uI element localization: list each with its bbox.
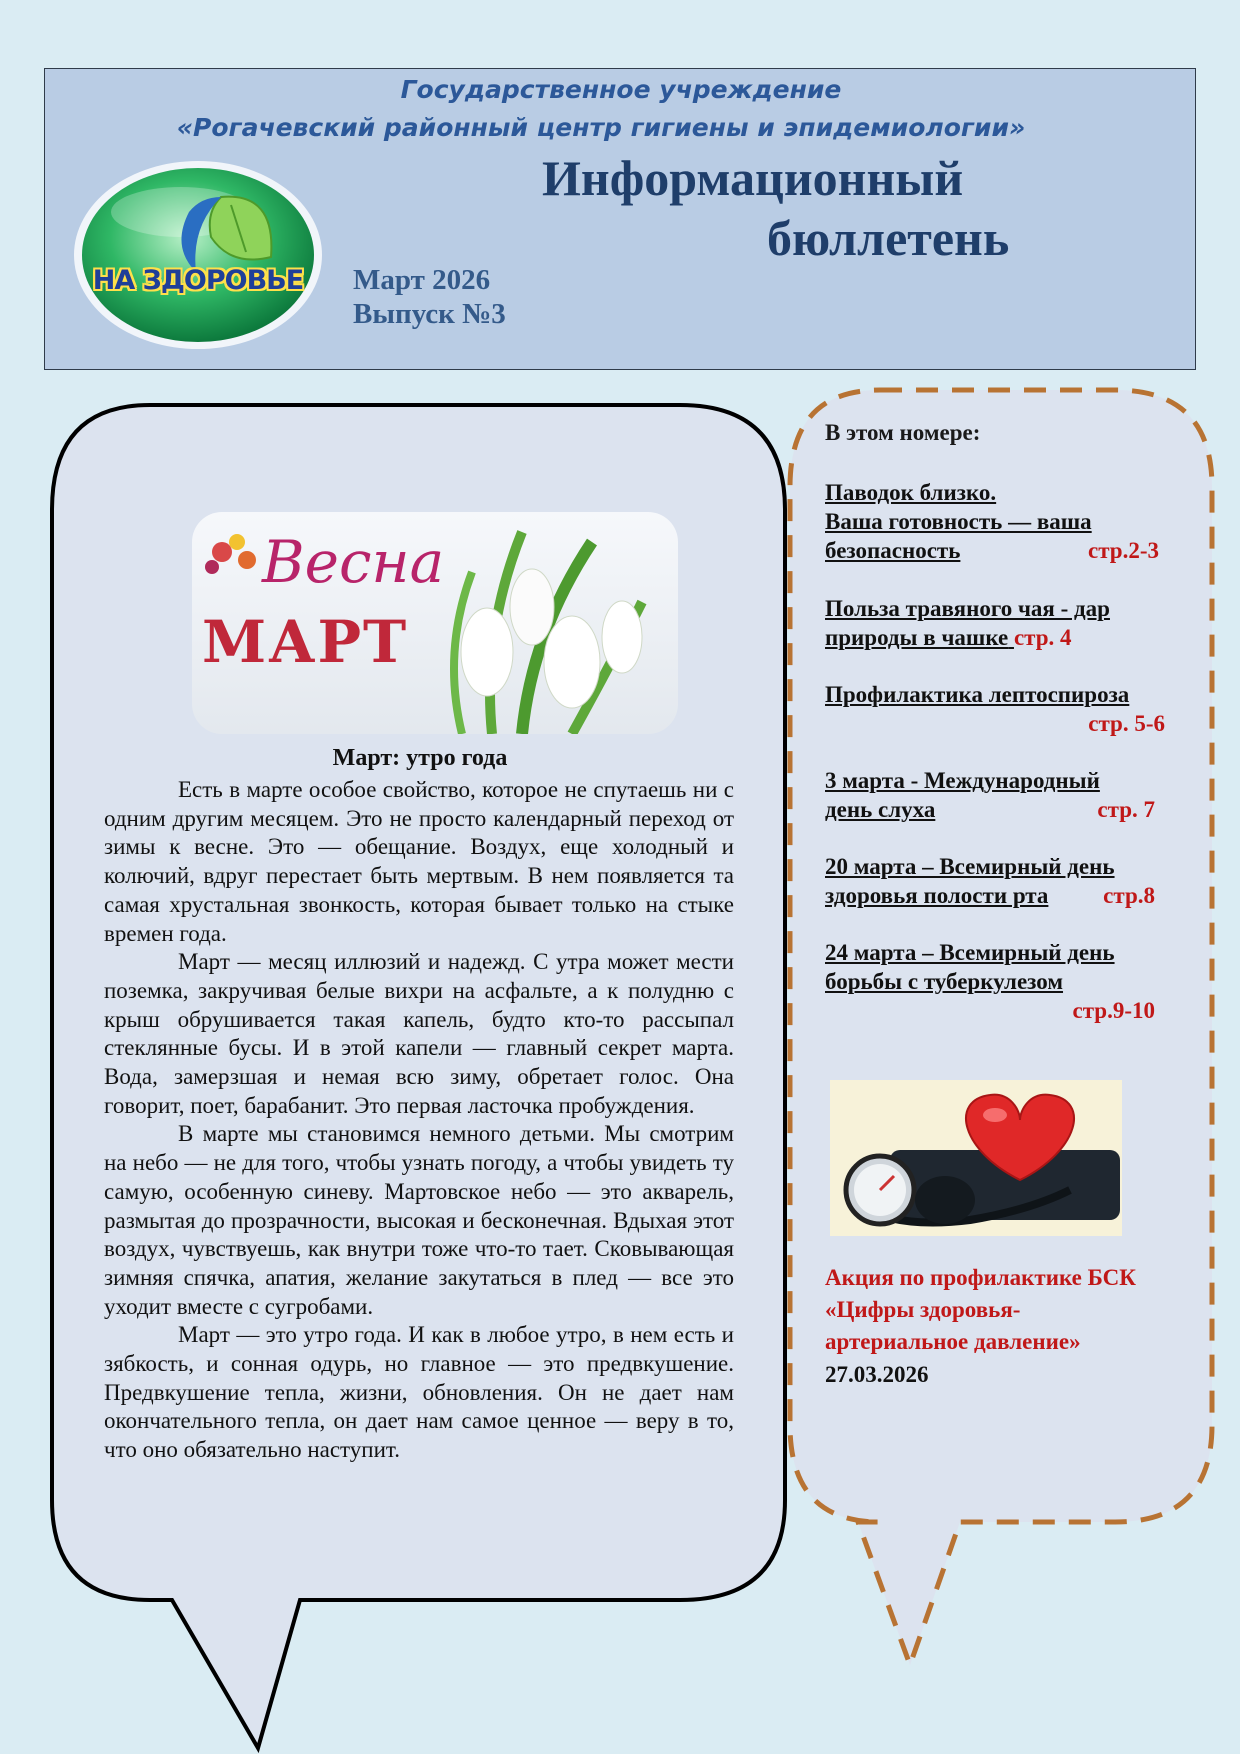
bsk-campaign [825, 1262, 1185, 1358]
toc-item-line: Польза травяного чая - дар [825, 596, 1110, 621]
promo-line: Акция по профилактике БСК [825, 1265, 1136, 1290]
promo-line: «Цифры здоровья- [825, 1297, 1021, 1322]
toc-page-ref: стр.9-10 [1072, 998, 1155, 1023]
bulletin-title-line2: бюллетень [767, 210, 1010, 266]
globe-logo-icon [71, 157, 325, 353]
toc-item-line: Профилактика лептоспироза [825, 682, 1130, 707]
toc-item-oral-health-day[interactable] [825, 852, 1165, 910]
toc-item-tuberculosis-day[interactable] [825, 938, 1165, 1025]
logo-text: НА ЗДОРОВЬЕ [92, 265, 304, 296]
issue-number: Выпуск №3 [353, 298, 506, 330]
toc-item-line: природы в чашке [825, 625, 1009, 650]
toc-item-line: Паводок близко. [825, 480, 997, 505]
toc-item-line: 3 марта - Международный [825, 768, 1100, 793]
toc-page-ref: стр.2-3 [1088, 538, 1159, 563]
bulletin-header [44, 68, 1196, 370]
heart-tonometer-image [830, 1080, 1122, 1236]
toc-page-ref: стр. 7 [1097, 797, 1155, 822]
article-paragraph: В марте мы становимся немного детьми. Мы смотрим на небо — не для того, чтобы узнать погоду, а чтобы увидеть ту самую, особенную синеву. Мартовское небо — это акварель, размытая до прозрачности, высокая и бесконечная. Вдыхая этот воздух, чувствуешь, как внутри тоже что-то тает. Сковывающая зимняя спячка, апатия, желание закутаться в плед — все это уходит вместе с сугробами. [104, 1121, 734, 1319]
mart-word: МАРТ [202, 608, 409, 676]
promo-line: артериальное давление» [825, 1329, 1081, 1354]
toc-item-line: здоровья полости рта [825, 883, 1049, 908]
na-zdorovie-logo [71, 157, 325, 353]
issue-date: Март 2026 [353, 264, 491, 296]
toc-item-line: день слуха [825, 797, 936, 822]
toc-item-herbal-tea[interactable] [825, 594, 1165, 652]
promo-date: 27.03.2026 [825, 1362, 929, 1387]
toc-page-ref: стр.8 [1103, 883, 1155, 908]
toc-heading: В этом номере: [825, 420, 981, 445]
article-title: Март: утро года [332, 745, 508, 771]
toc-item-flood[interactable] [825, 478, 1165, 565]
article-body [104, 776, 734, 1465]
vesna-word: Весна [262, 528, 445, 596]
toc-item-hearing-day[interactable] [825, 766, 1165, 824]
org-name-line1: Государственное учреждение [400, 75, 842, 104]
toc-item-line: безопасность [825, 538, 961, 563]
toc-item-line: борьбы с туберкулезом [825, 969, 1064, 994]
toc-item-line: 24 марта – Всемирный день [825, 940, 1115, 965]
org-name-line2: «Рогачевский районный центр гигиены и эпидемиологии» [176, 113, 1026, 142]
article-paragraph: Март — месяц иллюзий и надежд. С утра может мести поземка, закручивая белые вихри на асфальте, а к полудню с крыш обрушивается такая капель, будто кто-то рассыпал стеклянные бусы. И в этой капели — главный секрет марта. Вода, замерзшая и немая всю зиму, обретает голос. Она говорит, поет, барабанит. Это первая ласточка пробуждения. [104, 949, 734, 1118]
toc-bubble [790, 390, 1212, 1665]
toc-item-line: Ваша готовность — ваша [825, 509, 1092, 534]
toc-page-ref: стр. 5-6 [1088, 711, 1165, 736]
article-paragraph: Есть в марте особое свойство, которое не спутаешь ни с одним другим месяцем. Это не просто календарный переход от зимы к весне. Это — обещание. Воздух, еще холодный и колючий, вдруг перестает быть мертвым. В нем появляется та самая хрустальная звонкость, которая бывает только на стыке времен года. [104, 777, 734, 946]
toc-page-ref: стр. 4 [1013, 625, 1072, 650]
article-paragraph: Март — это утро года. И как в любое утро, в нем есть и зябкость, и сонная одурь, но главное — это предвкушение. Предвкушение тепла, жизни, обновления. Он не дает нам окончательного тепла, он дает нам самое ценное — веру в то, что оно обязательно наступит. [104, 1322, 734, 1463]
toc-item-line: 20 марта – Всемирный день [825, 854, 1115, 879]
bulletin-title-line1: Информационный [542, 150, 964, 206]
toc-item-leptospirosis[interactable] [825, 680, 1165, 738]
spring-march-image [192, 512, 678, 734]
